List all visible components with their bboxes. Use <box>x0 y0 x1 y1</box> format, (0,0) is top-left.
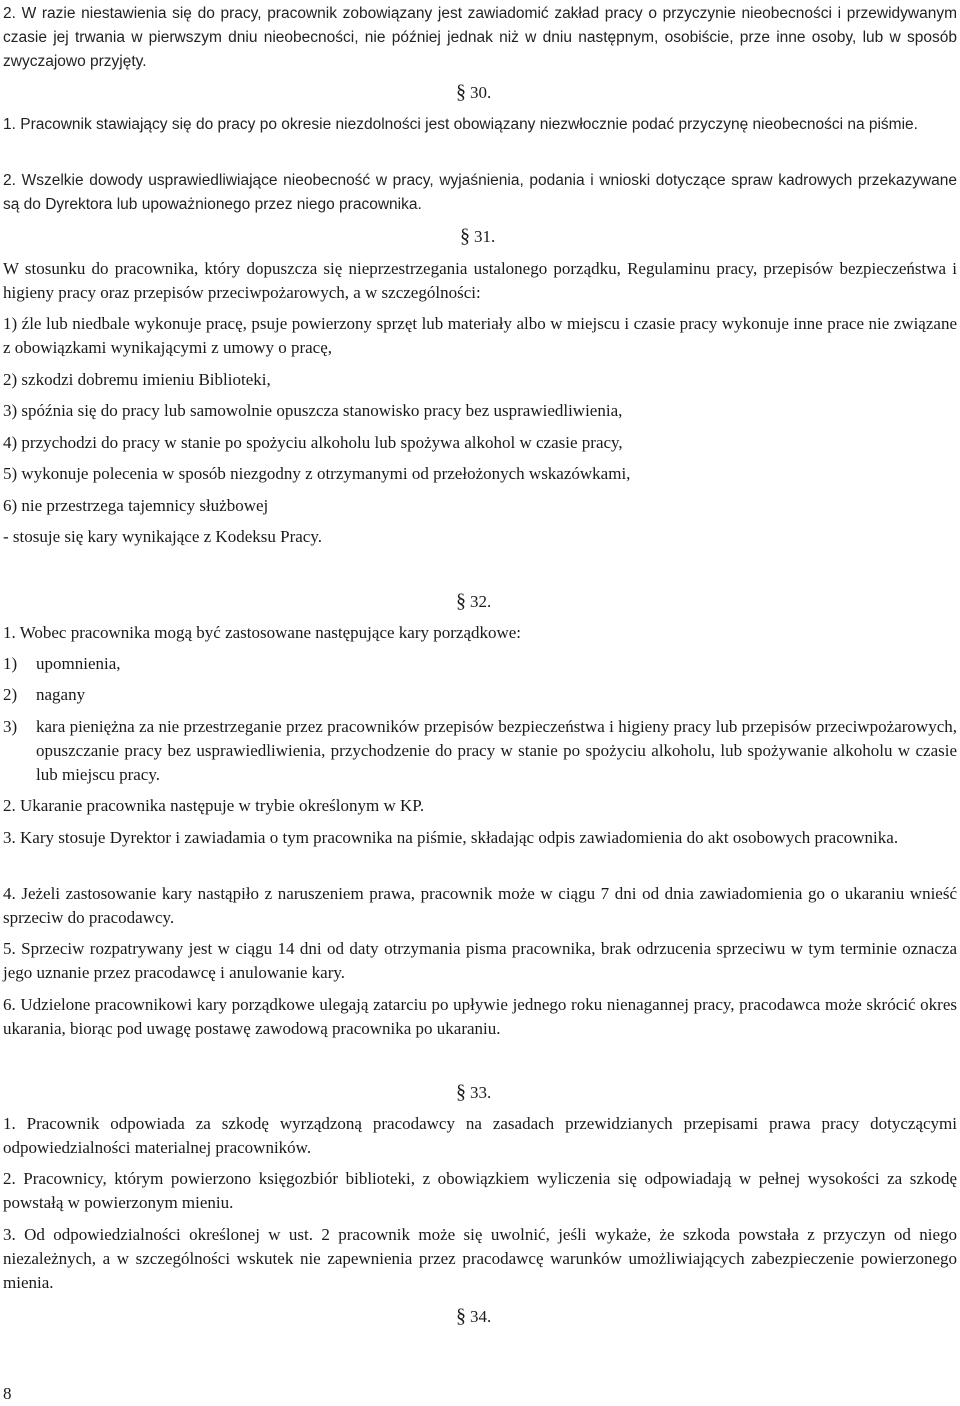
penalty-list-item <box>3 652 957 676</box>
section-31-item-2: 2) szkodzi dobremu imieniu Biblioteki, <box>3 370 271 389</box>
list-item-number: 1) <box>3 654 18 673</box>
section-31-intro: W stosunku do pracownika, który dopuszcza się nieprzestrzegania ustalonego porządku, Regulaminu pracy, przepisów bezpieczeństwa i higieny pracy oraz przepisów przeciwpożarowych, a w szczególności: <box>3 259 957 302</box>
section-30-paragraph-1: 1. Pracownik stawiający się do pracy po okresie niezdolności jest obowiązany niezwłocznie podać przyczynę nieobecności na piśmie. <box>3 116 918 133</box>
section-sign: § <box>456 1081 466 1103</box>
section-31-item-6: 6) nie przestrzega tajemnicy służbowej <box>3 496 269 515</box>
section-32-paragraph-6: 6. Udzielone pracownikowi kary porządkowe ulegają zatarciu po upływie jednego roku nienagannej pracy, pracodawca może skrócić okres ukarania, biorąc pod uwagę postawę zawodową pracownika po ukaraniu. <box>3 995 957 1038</box>
section-heading-32 <box>456 589 491 614</box>
section-32-paragraph-5: 5. Sprzeciw rozpatrywany jest w ciągu 14 dni od daty otrzymania pisma pracownika, brak odrzucenia sprzeciwu w tym terminie oznacza jego uznanie przez pracodawcę i anulowanie kary. <box>3 939 957 982</box>
section-number: 30. <box>470 83 492 102</box>
section-sign: § <box>456 590 466 612</box>
section-31-item-1: 1) źle lub niedbale wykonuje pracę, psuje powierzony sprzęt lub materiały albo w miejscu i czasie pracy wykonuje inne prace nie związane z obowiązkami wynikającymi z umowy o pracę, <box>3 314 957 357</box>
section-32-paragraph-2: 2. Ukaranie pracownika następuje w trybie określonym w KP. <box>3 796 425 815</box>
section-number: 32. <box>470 592 492 611</box>
penalty-list-item <box>3 715 957 787</box>
list-item-number: 2) <box>3 685 18 704</box>
section-30-paragraph-2: 2. Wszelkie dowody usprawiedliwiające nieobecność w pracy, wyjaśnienia, podania i wnioski dotyczące spraw kadrowych przekazywane są do Dyrektora lub upoważnionego przez niego pracownika. <box>3 172 957 213</box>
section-32-paragraph-1: 1. Wobec pracownika mogą być zastosowane następujące kary porządkowe: <box>3 623 522 642</box>
section-sign: § <box>460 225 470 247</box>
section-heading-33 <box>456 1080 491 1105</box>
section-heading-30 <box>456 80 491 105</box>
section-heading-31 <box>460 224 495 249</box>
list-item-text: kara pieniężna za nie przestrzeganie przez pracowników przepisów bezpieczeństwa i higieny pracy lub przepisów przeciwpożarowych, opuszczanie pracy bez usprawiedliwienia, przychodzenie do pracy w stanie po spożyciu alkoholu, lub spożywanie alkoholu w czasie lub miejscu pracy. <box>36 717 957 784</box>
section-33-paragraph-2: 2. Pracownicy, którym powierzono księgozbiór biblioteki, z obowiązkiem wyliczenia się odpowiadają w pełnej wysokości za szkodę powstałą w powierzonym mieniu. <box>3 1169 957 1212</box>
section-number: 33. <box>470 1083 492 1102</box>
section-33-paragraph-1: 1. Pracownik odpowiada za szkodę wyrządzoną pracodawcy na zasadach przewidzianych przepisami prawa pracy dotyczącymi odpowiedzialności materialnej pracowników. <box>3 1114 957 1157</box>
paragraph-2-notification: 2. W razie niestawienia się do pracy, pracownik zobowiązany jest zawiadomić zakład pracy o przyczynie nieobecności i przewidywanym czasie jej trwania w pierwszym dniu nieobecności, nie później jednak niż w dniu następnym, osobiście, prze inne osoby, lub w sposób zwyczajowo przyjęty. <box>3 5 957 70</box>
section-sign: § <box>456 1305 466 1327</box>
list-item-text: nagany <box>36 685 86 704</box>
section-sign: § <box>456 81 466 103</box>
section-31-item-5: 5) wykonuje polecenia w sposób niezgodny z otrzymanymi od przełożonych wskazówkami, <box>3 464 631 483</box>
section-33-paragraph-3: 3. Od odpowiedzialności określonej w ust. 2 pracownik może się uwolnić, jeśli wykaże, że szkoda powstała z przyczyn od niego niezależnych, a w szczególności wskutek nie zapewnienia przez pracodawcę warunków umożliwiających zabezpieczenie powierzonego mienia. <box>3 1225 957 1292</box>
page-number: 8 <box>3 1384 12 1403</box>
section-32-paragraph-3: 3. Kary stosuje Dyrektor i zawiadamia o tym pracownika na piśmie, składając odpis zawiadomienia do akt osobowych pracownika. <box>3 828 899 847</box>
section-heading-34 <box>456 1304 491 1329</box>
list-item-text: upomnienia, <box>36 654 121 673</box>
section-31-item-3: 3) spóźnia się do pracy lub samowolnie opuszcza stanowisko pracy bez usprawiedliwienia, <box>3 401 623 420</box>
section-number: 34. <box>470 1307 492 1326</box>
section-31-closing: - stosuje się kary wynikające z Kodeksu Pracy. <box>3 527 322 546</box>
list-item-number: 3) <box>3 717 18 736</box>
section-31-item-4: 4) przychodzi do pracy w stanie po spożyciu alkoholu lub spożywa alkohol w czasie pracy, <box>3 433 623 452</box>
section-number: 31. <box>474 227 496 246</box>
section-32-paragraph-4: 4. Jeżeli zastosowanie kary nastąpiło z naruszeniem prawa, pracownik może w ciągu 7 dni od dnia zawiadomienia go o ukaraniu wnieść sprzeciw do pracodawcy. <box>3 884 957 927</box>
penalty-list-item <box>3 683 957 707</box>
